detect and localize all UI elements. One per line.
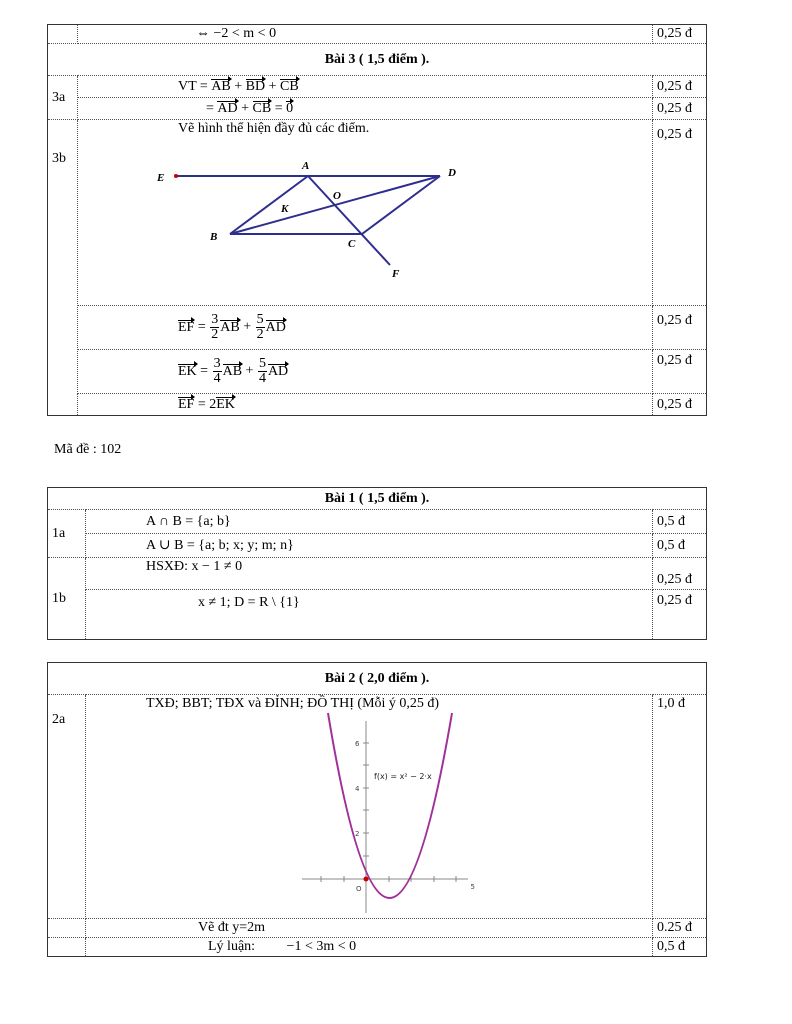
x-tick-5: 5	[470, 883, 475, 891]
points-cell: 0,25 đ	[653, 76, 707, 98]
empty-cell	[48, 25, 78, 44]
points-cell: 0,25 đ	[652, 590, 706, 640]
row-label-2a: 2a	[48, 695, 86, 919]
section-header-bai1: Bài 1 ( 1,5 điểm ).	[48, 488, 707, 510]
label-c: C	[348, 238, 356, 250]
label-f: F	[392, 268, 400, 280]
label-o: O	[333, 190, 341, 202]
points-cell: 0,5 đ	[652, 938, 706, 957]
formula-sum-zero: = AD + CB = 0	[78, 98, 653, 120]
points-cell: 0,25 đ	[653, 120, 707, 306]
y-tick-6: 6	[355, 740, 360, 748]
figure-cell: Vẽ hình thể hiện đầy đủ các điểm. E A D O K B C F	[78, 120, 653, 306]
section-header-bai2: Bài 2 ( 2,0 điểm ).	[48, 663, 707, 695]
points-cell: 0,25 đ	[652, 558, 706, 590]
function-label: f(x) = x² − 2·x	[374, 772, 432, 781]
y-tick-4: 4	[355, 785, 360, 793]
label-b: B	[210, 231, 218, 243]
expr-text: ⇔ −2 < m < 0	[196, 26, 277, 41]
formula-vt: VT = AB + BD + CB	[78, 76, 653, 98]
y-tick-2: 2	[355, 830, 360, 838]
row-label-1b: 1b	[48, 558, 86, 640]
table-bai2	[47, 662, 707, 957]
parabola-graph	[254, 713, 474, 917]
points-cell: 0,5 đ	[652, 534, 706, 558]
section-header-bai3: Bài 3 ( 1,5 điểm ).	[48, 44, 707, 76]
points-cell: 0,25 đ	[653, 394, 707, 416]
points-cell: 0,25 đ	[653, 350, 707, 394]
formula-ef: EF = $\frac{3}{2}$ AB + $\frac{5}{2}$ AD	[78, 306, 653, 350]
table-bai1	[47, 487, 707, 640]
table-bai3	[47, 24, 707, 416]
row-label-3a: 3a	[48, 76, 78, 120]
empty-cell	[48, 919, 86, 938]
formula-hsxd: HSXĐ: x − 1 ≠ 0	[86, 558, 653, 590]
origin-label: O	[356, 885, 362, 893]
row-label-1a: 1a	[48, 510, 86, 558]
points-cell: 0,5 đ	[652, 510, 706, 534]
points-cell: 0,25 đ	[653, 306, 707, 350]
points-cell: 1,0 đ	[652, 695, 706, 919]
line-draw-text: Vẽ đt y=2m	[86, 919, 653, 938]
exam-code: Mã đề : 102	[54, 442, 122, 457]
label-a: A	[302, 160, 310, 172]
row-expr	[78, 25, 653, 44]
points-cell: 0.25 đ	[652, 919, 706, 938]
empty-cell	[48, 938, 86, 957]
row-label-3b: 3b	[48, 120, 78, 416]
geometry-figure	[144, 154, 474, 284]
graph-cell: TXĐ; BBT; TĐX và ĐỈNH; ĐỒ THỊ (Mỗi ý 0,25 đ) 6 4 2 5 O f(x) = x² − 2·x	[86, 695, 653, 919]
label-k: K	[281, 203, 289, 215]
formula-union: A ∪ B = {a; b; x; y; m; n}	[86, 534, 653, 558]
formula-domain: x ≠ 1; D = R \ {1}	[86, 590, 653, 640]
reasoning-row: Lý luận: −1 < 3m < 0	[86, 938, 653, 957]
formula-ef-2ek: EF = 2EK	[78, 394, 653, 416]
formula-ek: EK = $\frac{3}{4}$ AB + $\frac{5}{4}$ AD	[78, 350, 653, 394]
points-cell: 0,25 đ	[653, 25, 707, 44]
label-e: E	[157, 172, 165, 184]
label-d: D	[448, 167, 456, 179]
points-cell: 0,25 đ	[653, 98, 707, 120]
formula-intersection: A ∩ B = {a; b}	[86, 510, 653, 534]
